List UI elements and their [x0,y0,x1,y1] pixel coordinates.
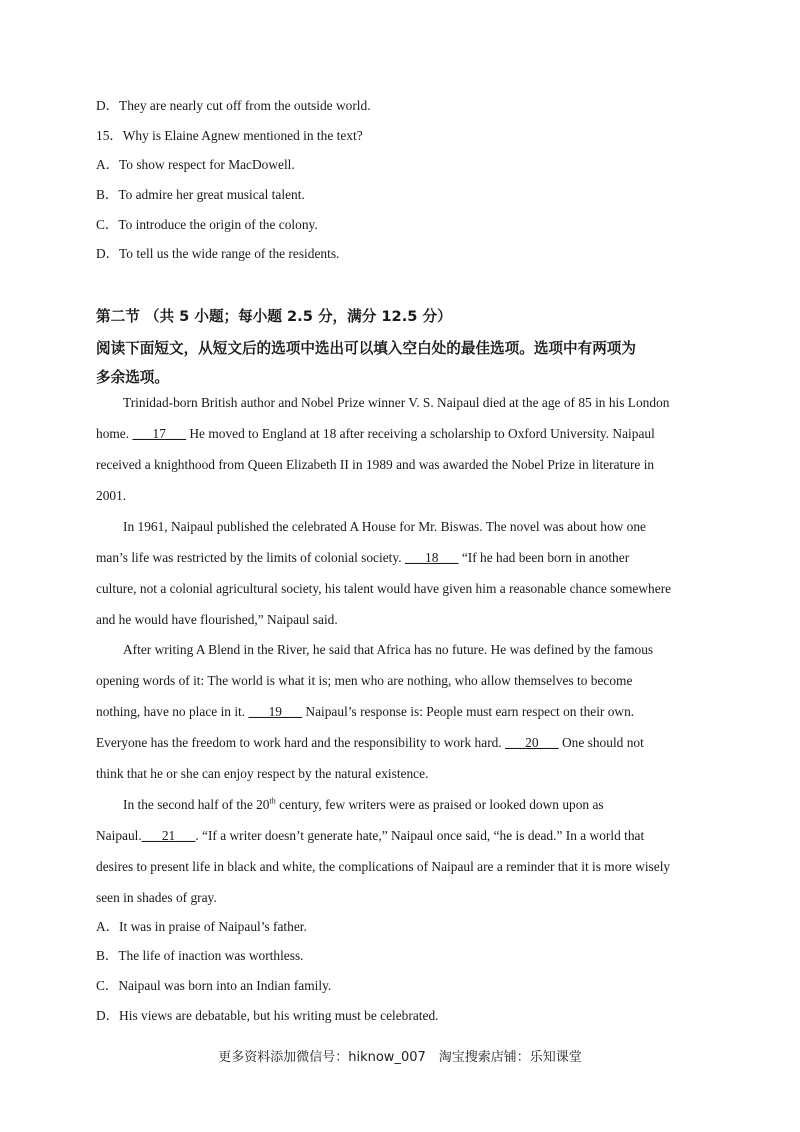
p3-line5: think that he or she can enjoy respect by the natural existence. [96,766,429,781]
p2-line1: In 1961, Naipaul published the celebrated A House for Mr. Biswas. The novel was about how one [123,519,646,534]
q15-option-c: C．To introduce the origin of the colony. [96,217,318,232]
p4-line2-pre: Naipaul. [96,828,142,843]
p1-line4: 2001. [96,488,127,503]
section2-title: 第二节 （共 5 小题；每小题 2.5 分，满分 12.5 分） [96,308,452,325]
p4-line1-pre: In the second half of the 20 [123,797,270,812]
p4-line2-post: . “If a writer doesn’t generate hate,” Naipaul once said, “he is dead.” In a world that [195,828,645,843]
p4-superscript: th [269,796,276,806]
page-footer: 更多资料添加微信号：hiknow_007 淘宝搜索店铺：乐知课堂 [218,1050,582,1065]
section2-instruction-line2: 多余选项。 [96,369,169,386]
p1-line3: received a knighthood from Queen Elizabeth II in 1989 and was awarded the Nobel Prize in literature in [96,457,655,472]
q15-option-a: A．To show respect for MacDowell. [96,157,295,172]
p1-line2 [96,418,702,449]
p2-line2 [96,542,702,573]
p3-line3-post: Naipaul’s response is: People must earn respect on their own. [305,704,635,719]
passage-paragraph-1 [96,387,702,511]
blank-18: ___18___ [404,550,459,565]
p3-line4-post: One should not [561,735,644,750]
p4-line3: desires to present life in black and white, the complications of Naipaul are a reminder that it is more wisely [96,859,671,874]
p2-line2-pre: man’s life was restricted by the limits of colonial society. [96,550,402,565]
p3-line4 [96,727,702,758]
passage-paragraph-3 [96,634,702,789]
blank-20: ___20___ [505,735,559,750]
passage-paragraph-2 [96,511,702,635]
p1-line2-pre: home. [96,426,130,441]
blank-17: ___17___ [132,426,187,441]
answer-option-d: D．His views are debatable, but his writing must be celebrated. [96,1008,439,1023]
p3-line4-pre: Everyone has the freedom to work hard and the responsibility to work hard. [96,735,502,750]
p1-line2-post: He moved to England at 18 after receiving a scholarship to Oxford University. Naipaul [189,426,655,441]
q14-option-d: D．They are nearly cut off from the outside world. [96,98,371,113]
passage-paragraph-4 [96,789,702,913]
p3-line1: After writing A Blend in the River, he said that Africa has no future. He was defined by the famous [123,642,654,657]
q15-option-b: B．To admire her great musical talent. [96,187,305,202]
answer-option-a: A．It was in praise of Naipaul’s father. [96,919,307,934]
p3-line2: opening words of it: The world is what it is; men who are nothing, who allow themselves to become [96,673,633,688]
p2-line4: and he would have flourished,” Naipaul said. [96,612,338,627]
p4-line4: seen in shades of gray. [96,890,217,905]
section2-instruction-line1: 阅读下面短文，从短文后的选项中选出可以填入空白处的最佳选项。选项中有两项为 [96,340,636,357]
answer-option-b: B．The life of inaction was worthless. [96,948,304,963]
p4-line1-post: century, few writers were as praised or looked down upon as [279,797,604,812]
answer-option-c: C．Naipaul was born into an Indian family. [96,978,332,993]
p4-line2 [96,820,702,851]
p1-line1: Trinidad-born British author and Nobel Prize winner V. S. Naipaul died at the age of 85 in his London [123,395,670,410]
q15-question: 15．Why is Elaine Agnew mentioned in the text? [96,128,363,143]
blank-19: ___19___ [248,704,303,719]
p4-line1 [96,789,702,820]
p2-line2-post: “If he had been born in another [461,550,630,565]
p3-line3 [96,696,702,727]
p3-line3-pre: nothing, have no place in it. [96,704,246,719]
blank-21: ___21___ [141,828,196,843]
q15-option-d: D．To tell us the wide range of the residents. [96,246,340,261]
p2-line3: culture, not a colonial agricultural society, his talent would have given him a reasonable chance somewhere [96,581,672,596]
